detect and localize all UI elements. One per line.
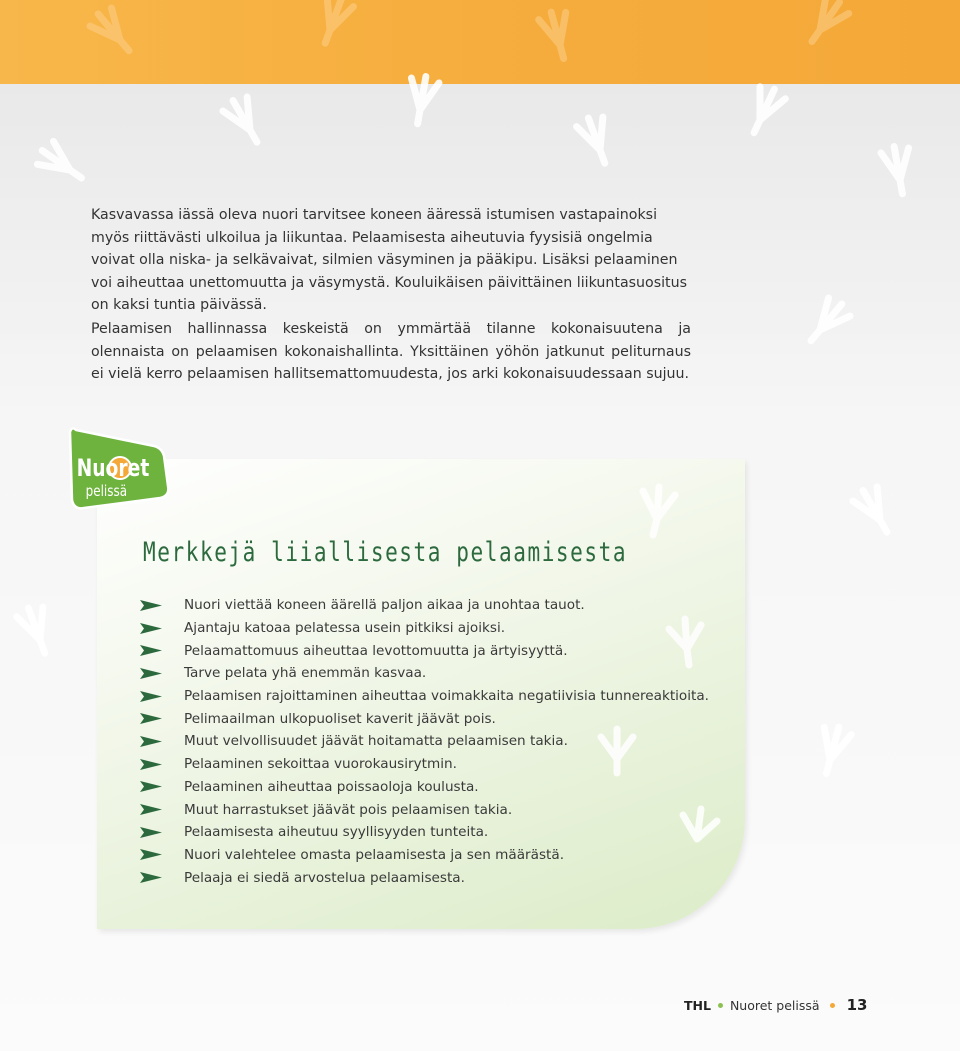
page-footer bbox=[684, 996, 867, 1014]
list-item-text: Pelaamisen rajoittaminen aiheuttaa voimakkaita negatiivisia tunnereaktioita. bbox=[184, 688, 710, 705]
page-number: 13 bbox=[846, 996, 868, 1014]
list-item bbox=[140, 639, 709, 662]
panel-heading: Merkkejä liiallisesta pelaamisesta bbox=[143, 537, 628, 568]
arrow-bullet-icon bbox=[140, 645, 162, 656]
list-item bbox=[140, 685, 709, 708]
list-item bbox=[140, 844, 709, 867]
list-item-text: Nuori viettää koneen äärellä paljon aikaa ja unohtaa tauot. bbox=[184, 597, 585, 614]
arrow-bullet-icon bbox=[140, 804, 162, 815]
arrow-bullet-icon bbox=[140, 872, 162, 883]
signs-list bbox=[140, 594, 709, 889]
list-item bbox=[140, 753, 709, 776]
list-item-text: Pelaaja ei siedä arvostelua pelaamisesta. bbox=[184, 869, 465, 886]
intro-paragraph: Kasvavassa iässä oleva nuori tarvitsee koneen ääressä istumisen vastapainoksi myös riittävästi ulkoilua ja liikuntaa. Pelaamisesta aiheutuvia fyysisiä ongelmia voivat olla niska- ja selkävaivat, silmien väsyminen ja pääkipu. Lisäksi pelaaminen voi aiheuttaa unettomuutta ja väsymystä. Kouluikäisen päivittäinen liikuntasuositus on kaksi tuntia päivässä. bbox=[91, 207, 687, 314]
arrow-bullet-icon bbox=[140, 713, 162, 724]
list-item-text: Muut harrastukset jäävät pois pelaamisen takia. bbox=[184, 801, 513, 818]
nuoret-pelissa-logo bbox=[68, 424, 172, 514]
footer-publication: Nuoret pelissä bbox=[729, 997, 820, 1013]
list-item-text: Pelimaailman ulkopuoliset kaverit jäävät pois. bbox=[184, 710, 496, 727]
list-item-text: Pelaamisesta aiheutuu syyllisyyden tunteita. bbox=[184, 824, 489, 841]
arrow-bullet-icon bbox=[140, 827, 162, 838]
list-item-text: Tarve pelata yhä enemmän kasvaa. bbox=[184, 665, 427, 682]
footer-separator-dot bbox=[830, 1003, 835, 1008]
list-item bbox=[140, 776, 709, 799]
logo-text-nuoret: Nuoret bbox=[76, 454, 150, 483]
arrow-bullet-icon bbox=[140, 849, 162, 860]
arrow-bullet-icon bbox=[140, 691, 162, 702]
list-item-text: Nuori valehtelee omasta pelaamisesta ja sen määrästä. bbox=[184, 846, 565, 863]
list-item bbox=[140, 617, 709, 640]
logo-text-pelissa: pelissä bbox=[85, 482, 128, 501]
list-item-text: Pelaaminen aiheuttaa poissaoloja koulusta. bbox=[184, 778, 479, 795]
arrow-bullet-icon bbox=[140, 736, 162, 747]
list-item-text: Muut velvollisuudet jäävät hoitamatta pelaamisen takia. bbox=[184, 733, 568, 750]
list-item bbox=[140, 798, 709, 821]
list-item bbox=[140, 662, 709, 685]
list-item bbox=[140, 707, 709, 730]
arrow-bullet-icon bbox=[140, 781, 162, 792]
list-item-text: Pelaamattomuus aiheuttaa levottomuutta ja ärtyisyyttä. bbox=[184, 642, 568, 659]
list-item bbox=[140, 730, 709, 753]
footer-separator-dot bbox=[718, 1003, 723, 1008]
top-orange-band bbox=[0, 0, 960, 84]
footer-org: THL bbox=[684, 997, 711, 1013]
list-item bbox=[140, 866, 709, 889]
arrow-bullet-icon bbox=[140, 668, 162, 679]
list-item-text: Pelaaminen sekoittaa vuorokausirytmin. bbox=[184, 756, 457, 773]
arrow-bullet-icon bbox=[140, 600, 162, 611]
list-item bbox=[140, 594, 709, 617]
arrow-bullet-icon bbox=[140, 623, 162, 634]
management-paragraph: Pelaamisen hallinnassa keskeistä on ymmärtää tilanne kokonaisuutena ja olennaista on pelaamisen kokonaishallinta. Yksittäinen yöhön jatkunut peliturnaus ei vielä kerro pelaamisen hallitsemattomuudesta, jos arki kokonaisuudessaan sujuu. bbox=[91, 321, 691, 383]
list-item-text: Ajantaju katoaa pelatessa usein pitkiksi ajoiksi. bbox=[184, 620, 506, 637]
list-item bbox=[140, 821, 709, 844]
arrow-bullet-icon bbox=[140, 759, 162, 770]
